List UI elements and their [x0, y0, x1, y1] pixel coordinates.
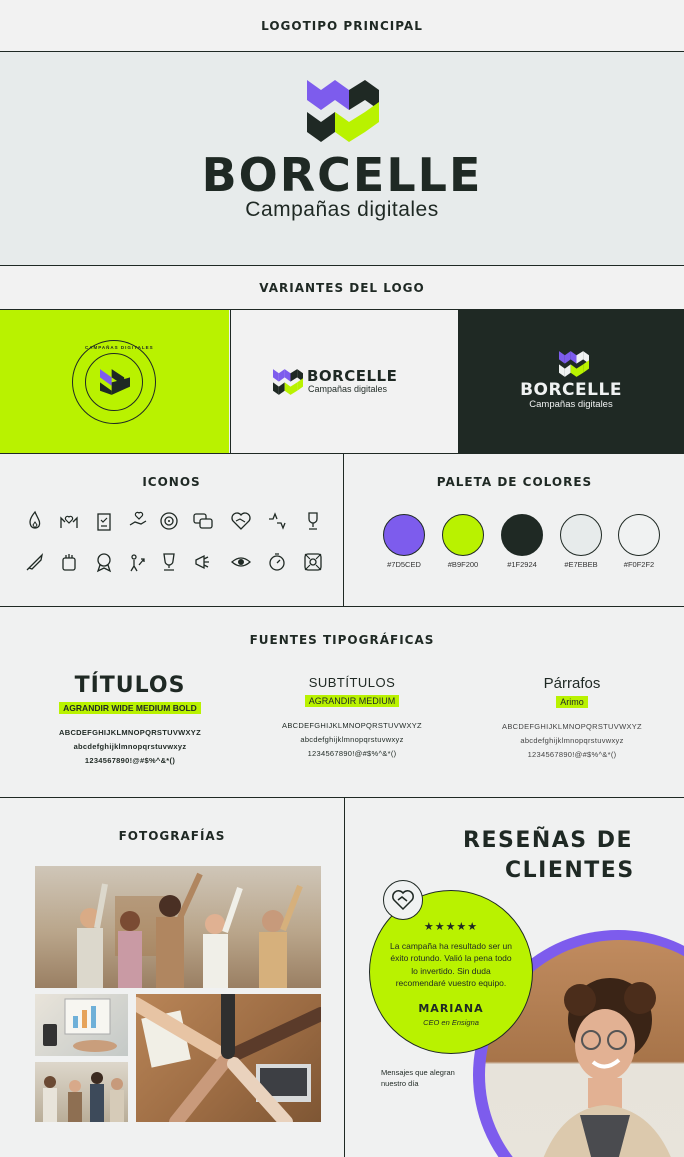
reviewer-name: MARIANA	[418, 1002, 484, 1015]
circle-text: CAMPAÑAS DIGITALES	[85, 345, 154, 350]
swatch-label: #F0F2F2	[623, 560, 655, 569]
network-icon	[302, 551, 324, 573]
palette-panel	[343, 454, 684, 606]
team-handshake-photo	[35, 1062, 128, 1122]
font-nums: 1234567890!@#$%^&*()	[307, 749, 397, 758]
brand-tagline: Campañas digitales	[245, 198, 439, 221]
variant-wordmark-dark: BORCELLE	[520, 380, 622, 400]
circle-badge	[72, 340, 156, 424]
section-title-fuentes: FUENTES TIPOGRÁFICAS	[249, 633, 435, 647]
font-upper: ABCDEFGHIJKLMNOPQRSTUVWXYZ	[502, 722, 642, 731]
swatch-dark	[501, 514, 543, 556]
desk-charts-photo	[35, 994, 128, 1056]
font-lower: abcdefghijklmnopqrstuvwxyz	[520, 736, 624, 745]
reviews-title-line1: RESEÑAS DE	[463, 828, 634, 853]
font-titulos	[30, 607, 230, 765]
eye-icon	[230, 551, 252, 573]
font-parrafos	[472, 607, 672, 759]
font-sample-subtitle: SUBTÍTULOS	[308, 675, 396, 690]
font-nums: 1234567890!@#$%^&*()	[84, 756, 176, 765]
cup-icon	[158, 551, 180, 573]
reviews-title-line2: CLIENTES	[505, 858, 635, 883]
growth-person-icon	[127, 551, 149, 573]
swatch-label: #1F2924	[507, 560, 537, 569]
font-sample-title: TÍTULOS	[74, 673, 186, 698]
trophy-icon	[302, 510, 324, 532]
handshake-heart-icon	[230, 510, 252, 532]
reviews-panel	[344, 798, 684, 1157]
section-title-variantes: VARIANTES DEL LOGO	[259, 280, 425, 295]
font-name-highlight: AGRANDIR WIDE MEDIUM BOLD	[59, 702, 201, 714]
rocket-icon	[24, 551, 46, 573]
clipboard-check-icon	[93, 510, 115, 532]
brand-mark-icon	[100, 369, 130, 395]
fire-icon	[24, 510, 46, 532]
rating-stars: ★★★★★	[423, 921, 479, 933]
swatch-light-gray	[560, 514, 602, 556]
variant-tagline-dark: Campañas digitales	[529, 399, 613, 410]
thumbs-up-down-icon	[266, 510, 288, 532]
section-title-logotipo: LOGOTIPO PRINCIPAL	[261, 18, 423, 33]
font-lower: abcdefghijklmnopqrstuvwxyz	[73, 742, 187, 751]
font-upper: ABCDEFGHIJKLMNOPQRSTUVWXYZ	[282, 721, 422, 730]
team-celebration-photo	[35, 866, 321, 988]
swatch-label: #B9F200	[447, 560, 479, 569]
megaphone-icon	[192, 551, 214, 573]
icons-panel	[0, 454, 343, 606]
reviewer-role: CEO en Ensigna	[423, 1018, 479, 1027]
swatch-purple	[383, 514, 425, 556]
brand-mark-icon	[559, 351, 589, 377]
font-name-highlight: AGRANDIR MEDIUM	[305, 695, 400, 707]
hands-together-photo	[136, 994, 321, 1122]
section-title-fotografias: FOTOGRAFÍAS	[118, 829, 226, 843]
award-badge-icon	[93, 551, 115, 573]
font-name-highlight: Arimo	[556, 696, 588, 708]
brand-wordmark: BORCELLE	[201, 148, 483, 202]
brand-mark-icon	[307, 80, 379, 142]
chat-bubbles-icon	[192, 510, 214, 532]
font-nums: 1234567890!@#$%^&*()	[527, 750, 617, 759]
swatch-label: #7D5CED	[387, 560, 421, 569]
swatch-label: #E7EBEB	[564, 560, 598, 569]
variant-horizontal	[230, 310, 458, 453]
variant-dark	[458, 310, 684, 453]
variant-wordmark: BORCELLE	[307, 367, 398, 385]
font-subtitulos	[252, 607, 452, 758]
target-icon	[158, 510, 180, 532]
variant-circle-badge	[0, 310, 229, 453]
section-variantes-header	[0, 266, 684, 310]
font-sample-paragraph: Párrafos	[543, 675, 601, 692]
swatch-lime	[442, 514, 484, 556]
hand-heart-icon	[127, 510, 149, 532]
font-lower: abcdefghijklmnopqrstuvwxyz	[300, 735, 404, 744]
section-logotipo-header	[0, 0, 684, 52]
swatch-off-white	[618, 514, 660, 556]
stopwatch-icon	[266, 551, 288, 573]
reviews-note: Mensajes que alegran nuestro día	[381, 1068, 455, 1088]
fist-icon	[58, 551, 80, 573]
section-title-iconos: ICONOS	[142, 475, 201, 489]
handshake-heart-icon	[383, 880, 423, 920]
section-title-paleta: PALETA DE COLORES	[436, 475, 593, 489]
font-upper: ABCDEFGHIJKLMNOPQRSTUVWXYZ	[59, 728, 201, 737]
hands-care-icon	[58, 510, 80, 532]
variant-tagline: Campañas digitales	[308, 384, 388, 394]
photos-panel	[0, 798, 344, 1157]
brand-mark-icon	[273, 369, 303, 395]
review-quote: La campaña ha resultado ser un éxito rotundo. Valió la pena todo lo invertido. Sin duda recomendaré vuestro equipo.	[390, 941, 512, 988]
